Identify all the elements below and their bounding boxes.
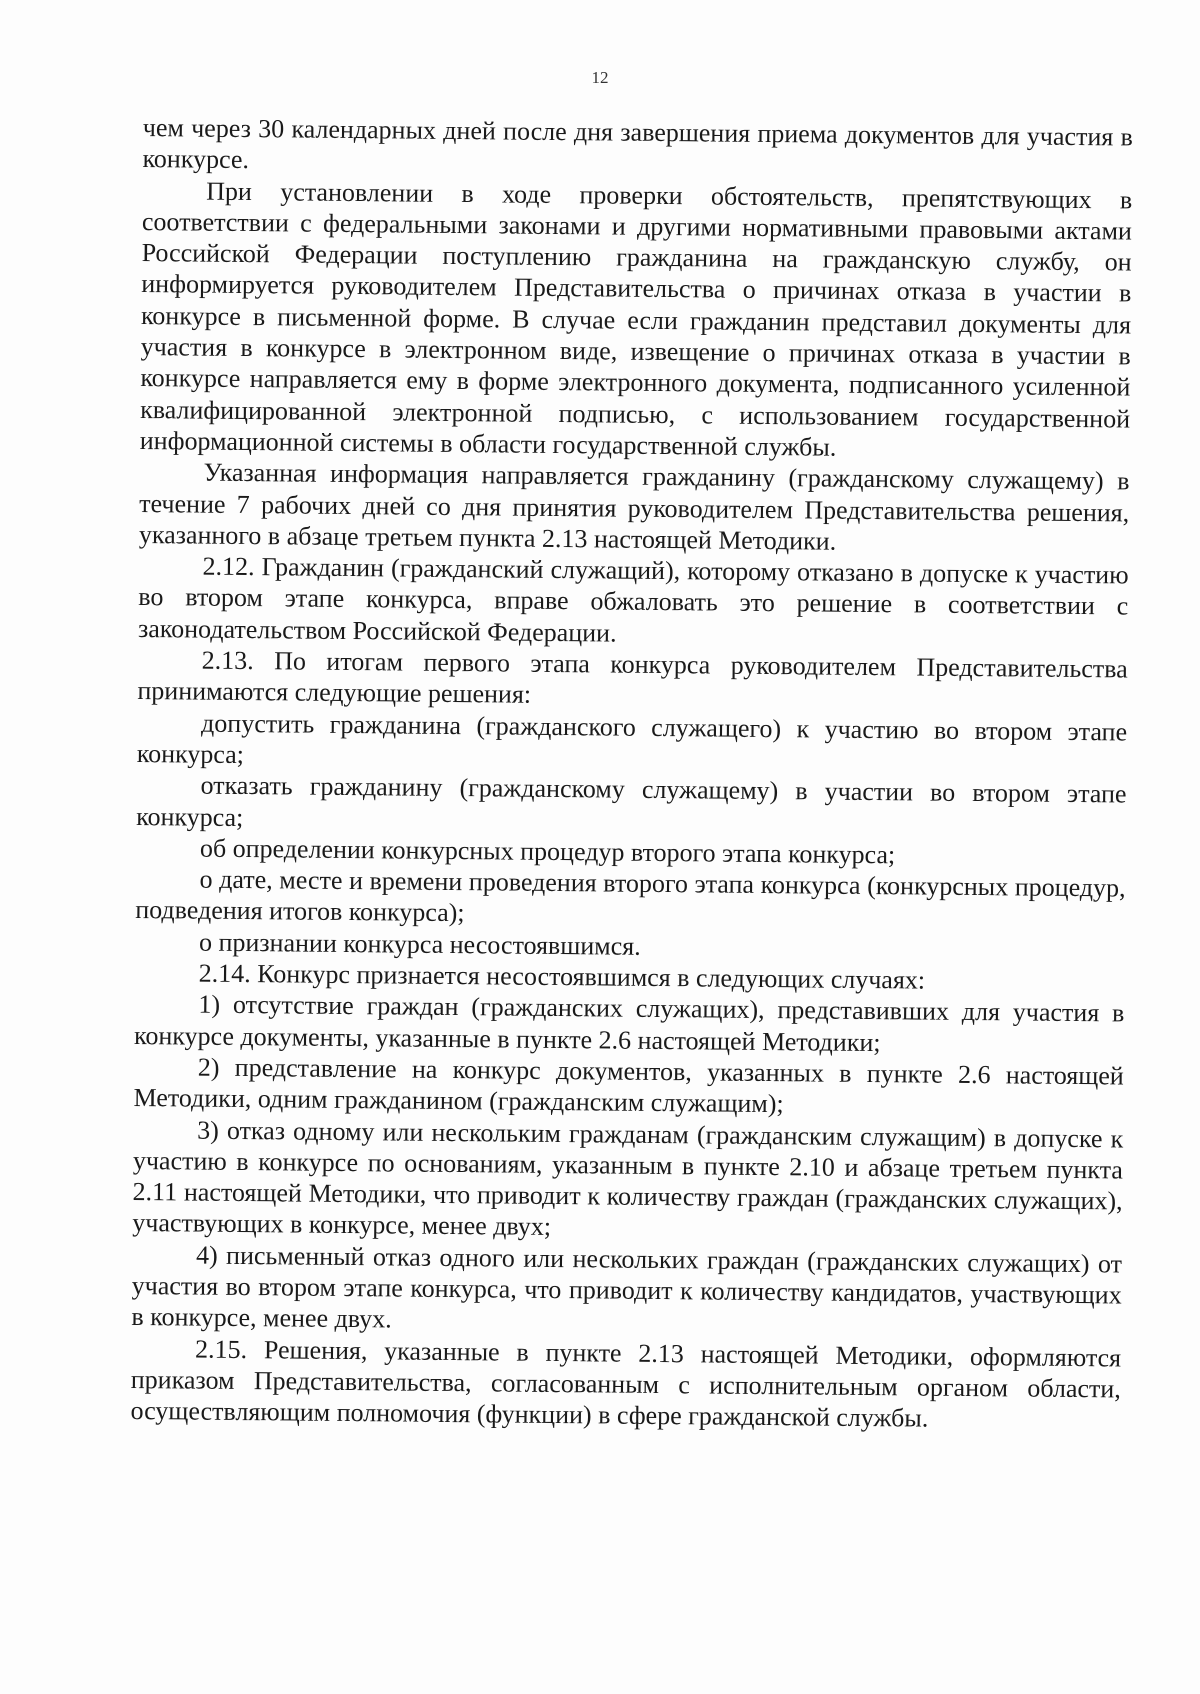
list-item: 3) отказ одному или нескольким гражданам (гражданским служащим) в допуске к участию в конкурсе по основаниям, указанным в пункте 2.10 и абзаце третьем пункта 2.11 настоящей Методики, что приводит к количеству граждан (гражданских служащих), участвующих в конкурсе, менее двух; bbox=[132, 1115, 1124, 1242]
list-item: отказать гражданину (гражданскому служащему) в участии во втором этапе конкурса; bbox=[136, 770, 1127, 832]
list-item: 4) письменный отказ одного или нескольких граждан (гражданских служащих) от участия во втором этапе конкурса, что приводит к количеству кандидатов, участвующих в конкурсе, менее двух. bbox=[131, 1240, 1123, 1334]
list-item: 1) отсутствие граждан (гражданских служащих), представивших для участия в конкурсе документы, указанные в пункте 2.6 настоящей Методики; bbox=[133, 989, 1125, 1057]
list-item: допустить гражданина (гражданского служащего) к участию во втором этапе конкурса; bbox=[136, 708, 1128, 769]
paragraph: При установлении в ходе проверки обстоятельств, препятствующих в соответствии с федеральными законами и другими нормативными правовыми актами Российской Федерации поступлению гражданина на гражданскую службу, он информируется руководителем Представительства о причинах отказа в участии в конкурсе в письменной форме. В случае если гражданин представил документы для участия в конкурсе в электронном виде, извещение о причинах отказа в участии в конкурсе направляется ему в форме электронного документа, подписанного усиленной квалифицированной электронной подписью, с использованием государственной информационной системы в области государственной службы. bbox=[139, 176, 1133, 462]
paragraph: Указанная информация направляется гражданину (гражданскому служащему) в течение 7 рабочих дней со дня принятия руководителем Представительства решения, указанного в абзаце третьем пункта 2.13 настоящей Методики. bbox=[138, 457, 1130, 556]
list-item: об определении конкурсных процедур второго этапа конкурса; bbox=[199, 833, 896, 870]
paragraph: 2.13. По итогам первого этапа конкурса руководителем Представительства принимаются следующие решения: bbox=[137, 645, 1128, 710]
paragraph: 2.12. Гражданин (гражданский служащий), которому отказано в допуске к участию во втором этапе конкурса, вправе обжаловать это решение в соответствии с законодательством Российской Федерации. bbox=[137, 551, 1129, 648]
document-body bbox=[130, 112, 1133, 1436]
list-item: 2) представление на конкурс документов, указанных в пункте 2.6 настоящей Методики, одним гражданином (гражданским служащим); bbox=[133, 1052, 1124, 1119]
paragraph: чем через 30 календарных дней после дня завершения приема документов для участия в конкурсе. bbox=[142, 112, 1133, 175]
paragraph: 2.15. Решения, указанные в пункте 2.13 настоящей Методики, оформляются приказом Представительства, согласованным с исполнительным органом области, осуществляющим полномочия (функции) в сфере гражданской службы. bbox=[130, 1334, 1122, 1433]
paragraph: 2.14. Конкурс признается несостоявшимся в следующих случаях: bbox=[198, 958, 926, 995]
page-number: 12 bbox=[591, 68, 609, 87]
list-item: о признании конкурса несостоявшимся. bbox=[198, 927, 641, 961]
list-item: о дате, месте и времени проведения второго этапа конкурса (конкурсных процедур, подведения итогов конкурса); bbox=[135, 864, 1126, 928]
